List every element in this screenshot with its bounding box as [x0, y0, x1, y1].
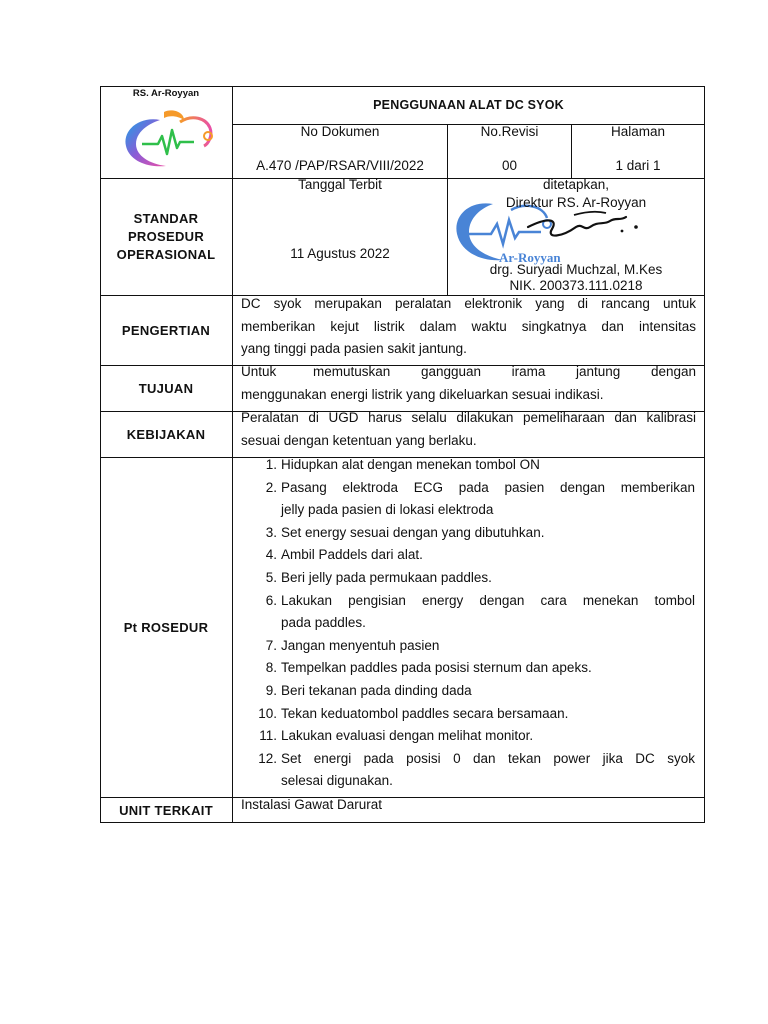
no-dokumen-value: A.470 /PAP/RSAR/VIII/2022: [256, 158, 424, 173]
prosedur-step-text: Lakukan evaluasi dengan melihat monitor.: [281, 728, 534, 744]
prosedur-step-7: [233, 635, 704, 658]
prosedur-step-1: [233, 454, 704, 477]
prosedur-step-text: jelly pada pasien di lokasi elektroda: [281, 502, 494, 518]
stamp-label: Ar-Royyan: [499, 250, 561, 265]
kebijakan-content: [233, 407, 704, 452]
sop-label-cell: [100, 179, 232, 295]
halaman-label: Halaman: [610, 124, 666, 139]
approval-line2: Direktur RS. Ar-Royyan: [505, 195, 647, 210]
prosedur-step-12-line-2: [233, 770, 704, 793]
director-name: drg. Suryadi Muchzal, M.Kes: [489, 262, 663, 277]
pengertian-line-1: DC syok merupakan peralatan elektronik yang di rancang untuk: [241, 296, 696, 311]
hospital-name: RS. Ar-Royyan: [132, 88, 200, 99]
prosedur-steps: [233, 454, 704, 793]
prosedur-step-text: Lakukan pengisian energy dengan cara menekan tombol: [281, 592, 695, 608]
prosedur-step-10: [233, 703, 704, 726]
hospital-logo-cell: [100, 86, 232, 178]
kebijakan-label: KEBIJAKAN: [126, 427, 206, 442]
prosedur-step-text: Pasang elektroda ECG pada pasien dengan memberikan: [281, 479, 695, 495]
sop-label-prosedur: PROSEDUR: [127, 229, 205, 244]
prosedur-step-text: Beri jelly pada permukaan paddles.: [281, 569, 492, 585]
pengertian-label: PENGERTIAN: [121, 323, 211, 338]
prosedur-step-text: Set energi pada posisi 0 dan tekan power jika DC syok: [281, 750, 695, 766]
prosedur-step-number: 11.: [259, 728, 277, 744]
prosedur-step-text: Tekan keduatombol paddles secara bersamaan.: [281, 705, 569, 721]
tujuan-content: [233, 361, 704, 406]
prosedur-step-text: selesai digunakan.: [281, 773, 393, 789]
tujuan-line-1: Untuk memutuskan gangguan irama jantung dengan: [241, 364, 696, 379]
prosedur-step-number: 7.: [265, 637, 277, 653]
prosedur-step-number: 9.: [265, 682, 277, 698]
kebijakan-line-2: sesuai dengan ketentuan yang berlaku.: [241, 432, 477, 448]
tanggal-terbit-value: 11 Agustus 2022: [290, 246, 390, 261]
halaman-value: 1 dari 1: [615, 158, 661, 173]
director-nik: NIK. 200373.111.0218: [509, 278, 643, 293]
table-border-right: [704, 86, 705, 823]
prosedur-step-text: pada paddles.: [281, 615, 366, 631]
unit-terkait-label: UNIT TERKAIT: [119, 802, 213, 818]
prosedur-step-text: Jangan menyentuh pasien: [281, 637, 440, 653]
prosedur-step-4: [233, 544, 704, 567]
prosedur-step-number: 6.: [265, 592, 277, 608]
prosedur-step-text: Tempelkan paddles pada posisi sternum dan apeks.: [281, 660, 592, 676]
prosedur-label: Pt ROSEDUR: [123, 620, 209, 635]
prosedur-step-number: 3.: [265, 524, 277, 540]
prosedur-step-text: Ambil Paddels dari alat.: [281, 547, 423, 563]
prosedur-step-number: 8.: [265, 660, 277, 676]
tujuan-line-2: menggunakan energi listrik yang dikeluarkan sesuai indikasi.: [241, 386, 604, 402]
sop-document: [100, 86, 705, 823]
prosedur-step-number: 2.: [265, 479, 277, 495]
prosedur-step-number: 4.: [265, 547, 277, 563]
prosedur-step-8: [233, 657, 704, 680]
approval-line1: ditetapkan,: [542, 177, 610, 192]
prosedur-step-number: 1.: [265, 457, 277, 472]
pengertian-line-3: yang tinggi pada pasien sakit jantung.: [241, 341, 467, 356]
kebijakan-line-1: Peralatan di UGD harus selalu dilakukan pemeliharaan dan kalibrasi: [241, 410, 696, 425]
prosedur-content: [233, 454, 704, 793]
prosedur-step-2-line-2: [233, 499, 704, 522]
tanggal-terbit-label: Tanggal Terbit: [298, 177, 382, 192]
hospital-logo: [120, 108, 220, 172]
sop-label-standar: STANDAR: [133, 211, 199, 226]
prosedur-step-2-line-1: [233, 477, 704, 500]
no-revisi-label: No.Revisi: [480, 124, 539, 139]
prosedur-step-9: [233, 680, 704, 703]
unit-terkait-value: Instalasi Gawat Darurat: [241, 797, 383, 812]
pengertian-line-2: memberikan kejut listrik dalam waktu singkatnya dan intensitas: [241, 318, 696, 334]
tujuan-label: TUJUAN: [138, 381, 194, 396]
prosedur-step-6-line-2: [233, 612, 704, 635]
no-revisi-value: 00: [501, 158, 518, 173]
prosedur-step-12-line-1: [233, 748, 704, 771]
prosedur-step-5: [233, 567, 704, 590]
document-title: PENGGUNAAN ALAT DC SYOK: [373, 98, 564, 112]
prosedur-step-number: 12.: [258, 750, 277, 766]
sop-label-operasional: OPERASIONAL: [116, 247, 216, 262]
prosedur-step-text: Hidupkan alat dengan menekan tombol ON: [281, 457, 540, 472]
prosedur-step-11: [233, 725, 704, 748]
prosedur-step-6-line-1: [233, 590, 704, 613]
prosedur-step-number: 5.: [265, 569, 277, 585]
prosedur-step-number: 10.: [258, 705, 277, 721]
prosedur-step-3: [233, 522, 704, 545]
approval-cell: [448, 179, 704, 295]
prosedur-step-text: Beri tekanan pada dinding dada: [281, 682, 472, 698]
document-title-cell: [233, 86, 704, 124]
table-border-bottom: [100, 822, 705, 823]
prosedur-step-text: Set energy sesuai dengan yang dibutuhkan.: [281, 524, 545, 540]
pengertian-content: [233, 293, 704, 361]
no-dokumen-label: No Dokumen: [300, 124, 380, 139]
